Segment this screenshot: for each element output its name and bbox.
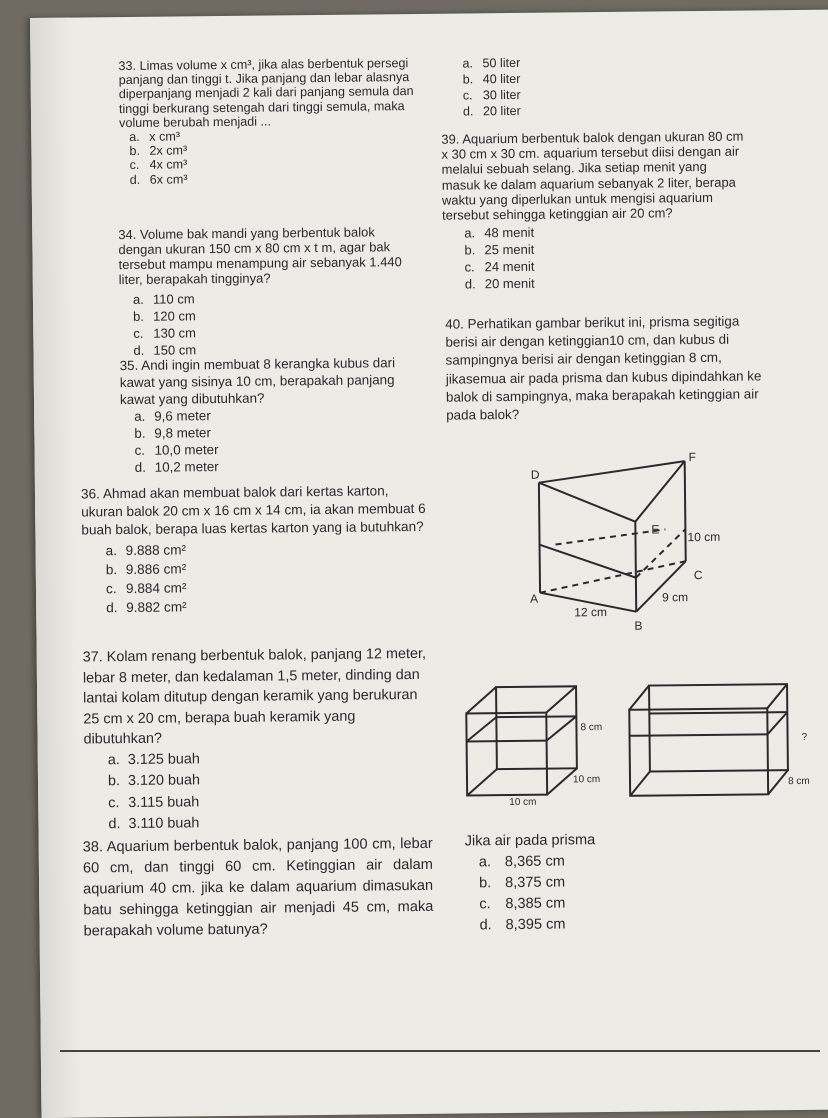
- option-b[interactable]: b. 9.886 cm²: [105, 561, 187, 578]
- option-b[interactable]: b. 25 menit: [464, 241, 535, 258]
- page-fold-shadow: [30, 18, 82, 1118]
- question-text: Aquarium berbentuk balok, panjang 100 cm, lebar 60 cm, dan tinggi 60 cm. Ketinggian air dalam aquarium 40 cm. jika ke dalam aquarium dimasukan batu sehingga ketinggian air menjadi 45 cm, maka berapakah volume batunya?: [82, 835, 434, 940]
- question-text: Perhatikan gambar berikut ini, prisma segitiga berisi air dengan ketinggian10 cm, dan kubus di sampingnya berisi air dengan ketinggian 8 cm, jikasemua air pada prisma dan kubus dipindahkan ke balok di sampingnya, maka berapakah ketinggian air pada balok?: [445, 313, 762, 423]
- option-d[interactable]: d. 8,395 cm: [479, 916, 566, 934]
- cube-water-height-label: 8 cm: [580, 722, 603, 734]
- option-d[interactable]: d. 3.110 buah: [108, 815, 200, 833]
- question-40-answers: [465, 829, 726, 937]
- option-c[interactable]: c. 3.115 buah: [108, 794, 200, 812]
- question-40: [445, 312, 766, 425]
- option-a[interactable]: a. 9,6 meter: [134, 408, 211, 424]
- vertex-c-label: C: [693, 567, 703, 583]
- box-figure: [619, 678, 828, 805]
- answer-intro: Jika air pada prisma: [464, 832, 596, 850]
- question-36: [81, 482, 427, 618]
- previous-question-options: [462, 53, 663, 119]
- width-label: 9 cm: [662, 590, 689, 605]
- question-35: [120, 354, 421, 476]
- question-number: 35.: [119, 357, 139, 374]
- option-d[interactable]: d. 9.882 cm²: [106, 599, 187, 616]
- vertex-b-label: B: [634, 618, 643, 633]
- option-b[interactable]: b. 120 cm: [133, 308, 196, 324]
- question-number: 33.: [118, 58, 137, 74]
- vertex-f-label: F: [688, 450, 697, 465]
- vertex-a-label: A: [530, 591, 539, 606]
- length-label: 12 cm: [574, 604, 608, 620]
- option-c[interactable]: c. 4x cm³: [129, 157, 188, 173]
- option-b[interactable]: b. 8,375 cm: [479, 874, 566, 892]
- question-number: 40.: [445, 316, 464, 332]
- option-a[interactable]: a. x cm³: [129, 129, 181, 144]
- cube-base-label: 10 cm: [509, 796, 537, 809]
- option-d[interactable]: d. 6x cm³: [129, 171, 188, 187]
- question-39: [441, 129, 748, 293]
- option-c[interactable]: c. 10,0 meter: [134, 442, 219, 458]
- option-d[interactable]: d. 150 cm: [133, 342, 197, 358]
- option-c[interactable]: c. 24 menit: [464, 258, 535, 275]
- option-c[interactable]: c. 9.884 cm²: [105, 580, 187, 597]
- height-label: 10 cm: [687, 529, 721, 545]
- option-a[interactable]: a. 110 cm: [132, 291, 195, 307]
- option-d[interactable]: d. 20 liter: [462, 103, 521, 119]
- option-b[interactable]: b. 2x cm³: [129, 143, 188, 159]
- worksheet-page: [30, 10, 828, 1118]
- vertex-e-label: E: [651, 522, 660, 537]
- option-a[interactable]: a. 8,365 cm: [478, 853, 565, 871]
- question-number: 39.: [441, 131, 460, 147]
- question-text: Volume bak mandi yang berbentuk balok dengan ukuran 150 cm x 80 cm x t m, agar bak tersebut mampu menampung air sebanyak 1.440 liter, berapakah tingginya?: [118, 224, 402, 288]
- option-b[interactable]: b. 3.120 buah: [107, 772, 201, 790]
- cube-side-label: 10 cm: [572, 774, 601, 786]
- option-a[interactable]: a. 50 liter: [462, 55, 521, 71]
- option-d[interactable]: d. 10,2 meter: [134, 459, 219, 475]
- option-c[interactable]: c. 30 liter: [462, 87, 521, 103]
- question-text: Ahmad akan membuat balok dari kertas karton, ukuran balok 20 cm x 16 cm x 14 cm, ia akan membuat 6 buah balok, berapa luas kertas karton yang ia butuhkan?: [81, 483, 426, 538]
- question-38: [83, 834, 434, 943]
- question-text: Kolam renang berbentuk balok, panjang 12 meter, lebar 8 meter, dan kedalaman 1,5 meter, dinding dan lantai kolam ditutup dengan keramik yang berukuran 25 cm x 20 cm, berapa buah keramik yang dibutuhkan?: [82, 645, 426, 748]
- question-number: 37.: [82, 649, 103, 666]
- option-c[interactable]: c. 8,385 cm: [479, 895, 566, 913]
- option-b[interactable]: b. 9,8 meter: [134, 425, 212, 441]
- box-width-label: 8 cm: [787, 775, 810, 788]
- question-text: Aquarium berbentuk balok dengan ukuran 80 cm x 30 cm x 30 cm. aquarium tersebut diisi dengan air melalui sebuah selang. Jika setiap menit yang masuk ke dalam aquarium sebanyak 2 liter, berapa waktu yang diperlukan untuk mengisi aquarium tersebut sehingga ketinggian air 20 cm?: [441, 128, 744, 223]
- cube-figure: [452, 682, 623, 814]
- question-text: Limas volume x cm³, jika alas berbentuk persegi panjang dan tinggi t. Jika panjang dan lebar alasnya diperpanjang menjadi 2 kali dari panjang semula dan tinggi berkurang setengah dari tinggi semula, maka volume berubah menjadi ...: [118, 56, 414, 130]
- option-a[interactable]: a. 9.888 cm²: [105, 542, 187, 559]
- question-number: 38.: [82, 839, 104, 856]
- option-a[interactable]: a. 3.125 buah: [107, 751, 200, 769]
- option-c[interactable]: c. 130 cm: [133, 325, 197, 341]
- page-bottom-rule: [60, 1050, 820, 1052]
- box-height-label: ?: [801, 731, 808, 743]
- option-d[interactable]: d. 20 menit: [464, 275, 535, 292]
- option-a[interactable]: a. 48 menit: [464, 224, 535, 241]
- question-text: Andi ingin membuat 8 kerangka kubus dari kawat yang sisinya 10 cm, berapakah panjang kawat yang dibutuhkan?: [119, 355, 396, 408]
- prism-figure: [525, 451, 747, 633]
- question-34: [118, 224, 419, 359]
- question-33: [118, 56, 419, 187]
- question-number: 36.: [80, 486, 100, 502]
- question-37: [83, 644, 435, 837]
- question-number: 34.: [118, 226, 137, 243]
- vertex-d-label: D: [530, 467, 540, 482]
- option-b[interactable]: b. 40 liter: [462, 71, 521, 87]
